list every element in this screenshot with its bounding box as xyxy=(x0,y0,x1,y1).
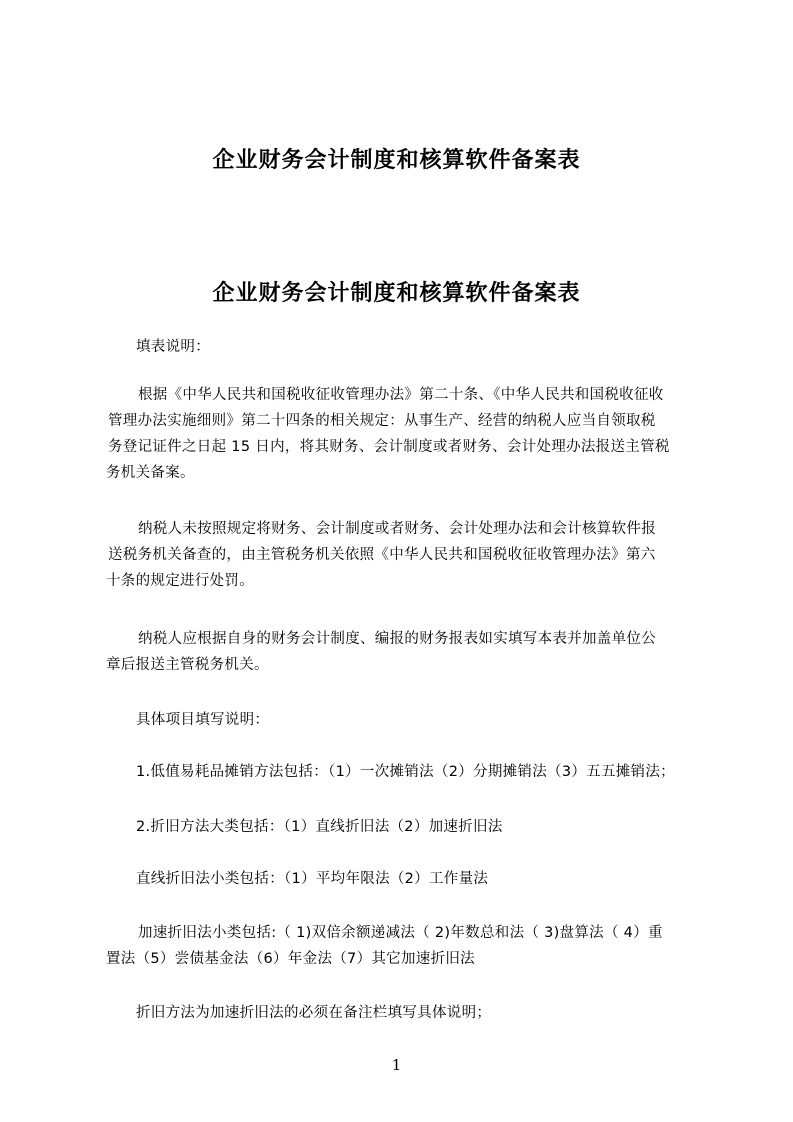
item-line: 直线折旧法小类包括：（1）平均年限法（2）工作量法 xyxy=(136,871,489,887)
items-label: 具体项目填写说明： xyxy=(136,712,270,728)
paragraph-line: 务登记证件之日起 15 日内，将其财务、会计制度或者财务、会计处理办法报送主管税 xyxy=(108,439,670,455)
paragraph-penalty-rule xyxy=(106,516,702,594)
item-depreciation-categories xyxy=(106,814,702,840)
item-line: 折旧方法为加速折旧法的必须在备注栏填写具体说明； xyxy=(136,1005,492,1021)
item-accelerated-subtypes xyxy=(106,920,702,972)
paragraph-line: 管理办法实施细则》第二十四条的相关规定：从事生产、经营的纳税人应当自领取税 xyxy=(108,413,656,429)
item-line: 1.低值易耗品摊销方法包括：（1）一次摊销法（2）分期摊销法（3）五五摊销法； xyxy=(136,764,675,780)
paragraph-line: 务机关备案。 xyxy=(106,465,195,481)
document-title: 企业财务会计制度和核算软件备案表 xyxy=(212,148,581,173)
item-low-value-consumables xyxy=(106,759,702,785)
item-line: 加速折旧法小类包括:（ 1)双倍余额递减法（ 2)年数总和法（ 3)盘算法（ 4）重 xyxy=(138,925,663,941)
paragraph-line: 根据《中华人民共和国税收征收管理办法》第二十条、《中华人民共和国税收征收 xyxy=(138,387,664,403)
document-heading: 企业财务会计制度和核算软件备案表 xyxy=(212,281,581,306)
item-line: 2.折旧方法大类包括：（1）直线折旧法（2）加速折旧法 xyxy=(136,819,503,835)
paragraph-line: 纳税人未按照规定将财务、会计制度或者财务、会计处理办法和会计核算软件报 xyxy=(138,521,656,537)
item-accelerated-note xyxy=(106,1000,702,1026)
paragraph-line: 纳税人应根据自身的财务会计制度、编报的财务报表如实填写本表并加盖单位公 xyxy=(138,631,656,647)
fill-note-label: 填表说明： xyxy=(136,339,210,355)
item-straight-line-subtypes xyxy=(106,866,702,892)
paragraph-fill-instruction xyxy=(106,626,702,678)
paragraph-registration-rule xyxy=(106,382,702,486)
page-number: 1 xyxy=(391,1056,402,1074)
paragraph-line: 送税务机关备查的，由主管税务机关依照《中华人民共和国税收征收管理办法》第六 xyxy=(108,547,656,563)
paragraph-line: 十条的规定进行处罚。 xyxy=(106,573,254,589)
paragraph-line: 章后报送主管税务机关。 xyxy=(106,657,269,673)
item-line: 置法（5）尝债基金法（6）年金法（7）其它加速折旧法 xyxy=(106,951,475,967)
